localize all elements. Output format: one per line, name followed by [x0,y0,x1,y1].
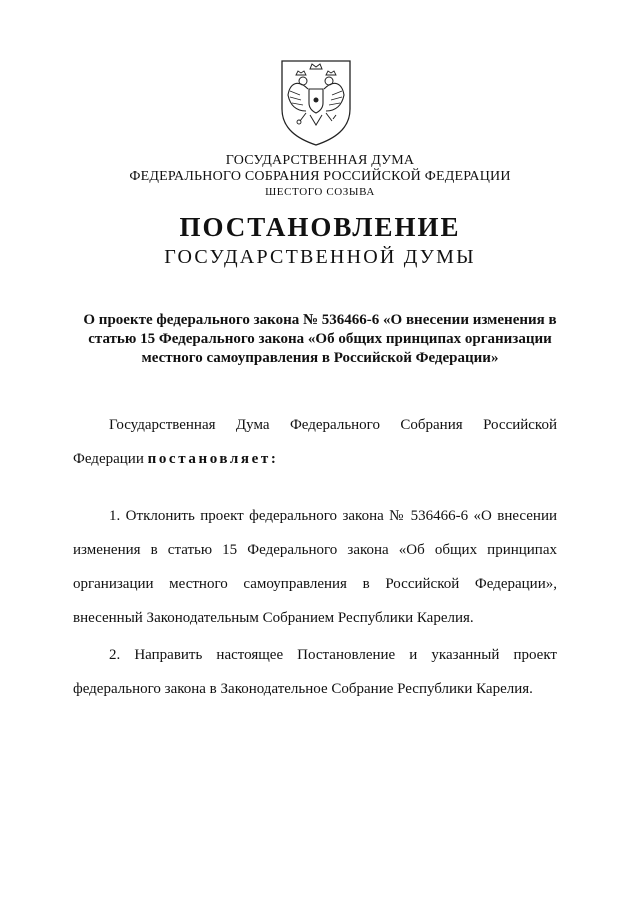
paragraph-line: изменения в статью 15 Федерального закона «Об общих принципах [73,542,557,558]
paragraph-line: федерального закона в Законодательное Собрание Республики Карелия. [73,681,533,697]
paragraph-line: внесенный Законодательным Собранием Республики Карелия. [73,610,474,626]
header-assembly-line: ФЕДЕРАЛЬНОГО СОБРАНИЯ РОССИЙСКОЙ ФЕДЕРАЦИИ [129,169,511,184]
subject-line: статью 15 Федерального закона «Об общих принципах организации [88,331,552,347]
paragraph-line: 2. Направить настоящее Постановление и указанный проект [109,647,557,663]
item-2-paragraph [73,638,557,706]
paragraph-line: Государственная Дума Федерального Собрания Российской [109,417,557,433]
document-subtitle: ГОСУДАРСТВЕННОЙ ДУМЫ [164,246,476,268]
document-subject [70,311,570,368]
subject-line: О проекте федерального закона № 536466-6 «О внесении изменения в [83,312,557,328]
header-org-line: ГОСУДАРСТВЕННАЯ ДУМА [225,153,415,168]
paragraph-line: организации местного самоуправления в Российской Федерации», [73,576,557,592]
subject-line: местного самоуправления в Российской Федерации» [141,350,499,366]
resolves-word: постановляет: [147,451,279,467]
preamble-text: Федерации [73,451,148,467]
item-1-paragraph [73,499,557,635]
document-title: ПОСТАНОВЛЕНИЕ [179,212,461,242]
header-convocation-line: ШЕСТОГО СОЗЫВА [265,186,375,198]
preamble-paragraph [73,408,557,476]
paragraph-line: 1. Отклонить проект федерального закона № 536466-6 «О внесении [109,508,557,524]
russian-coat-of-arms-icon [276,55,356,147]
paragraph-line [73,442,557,476]
